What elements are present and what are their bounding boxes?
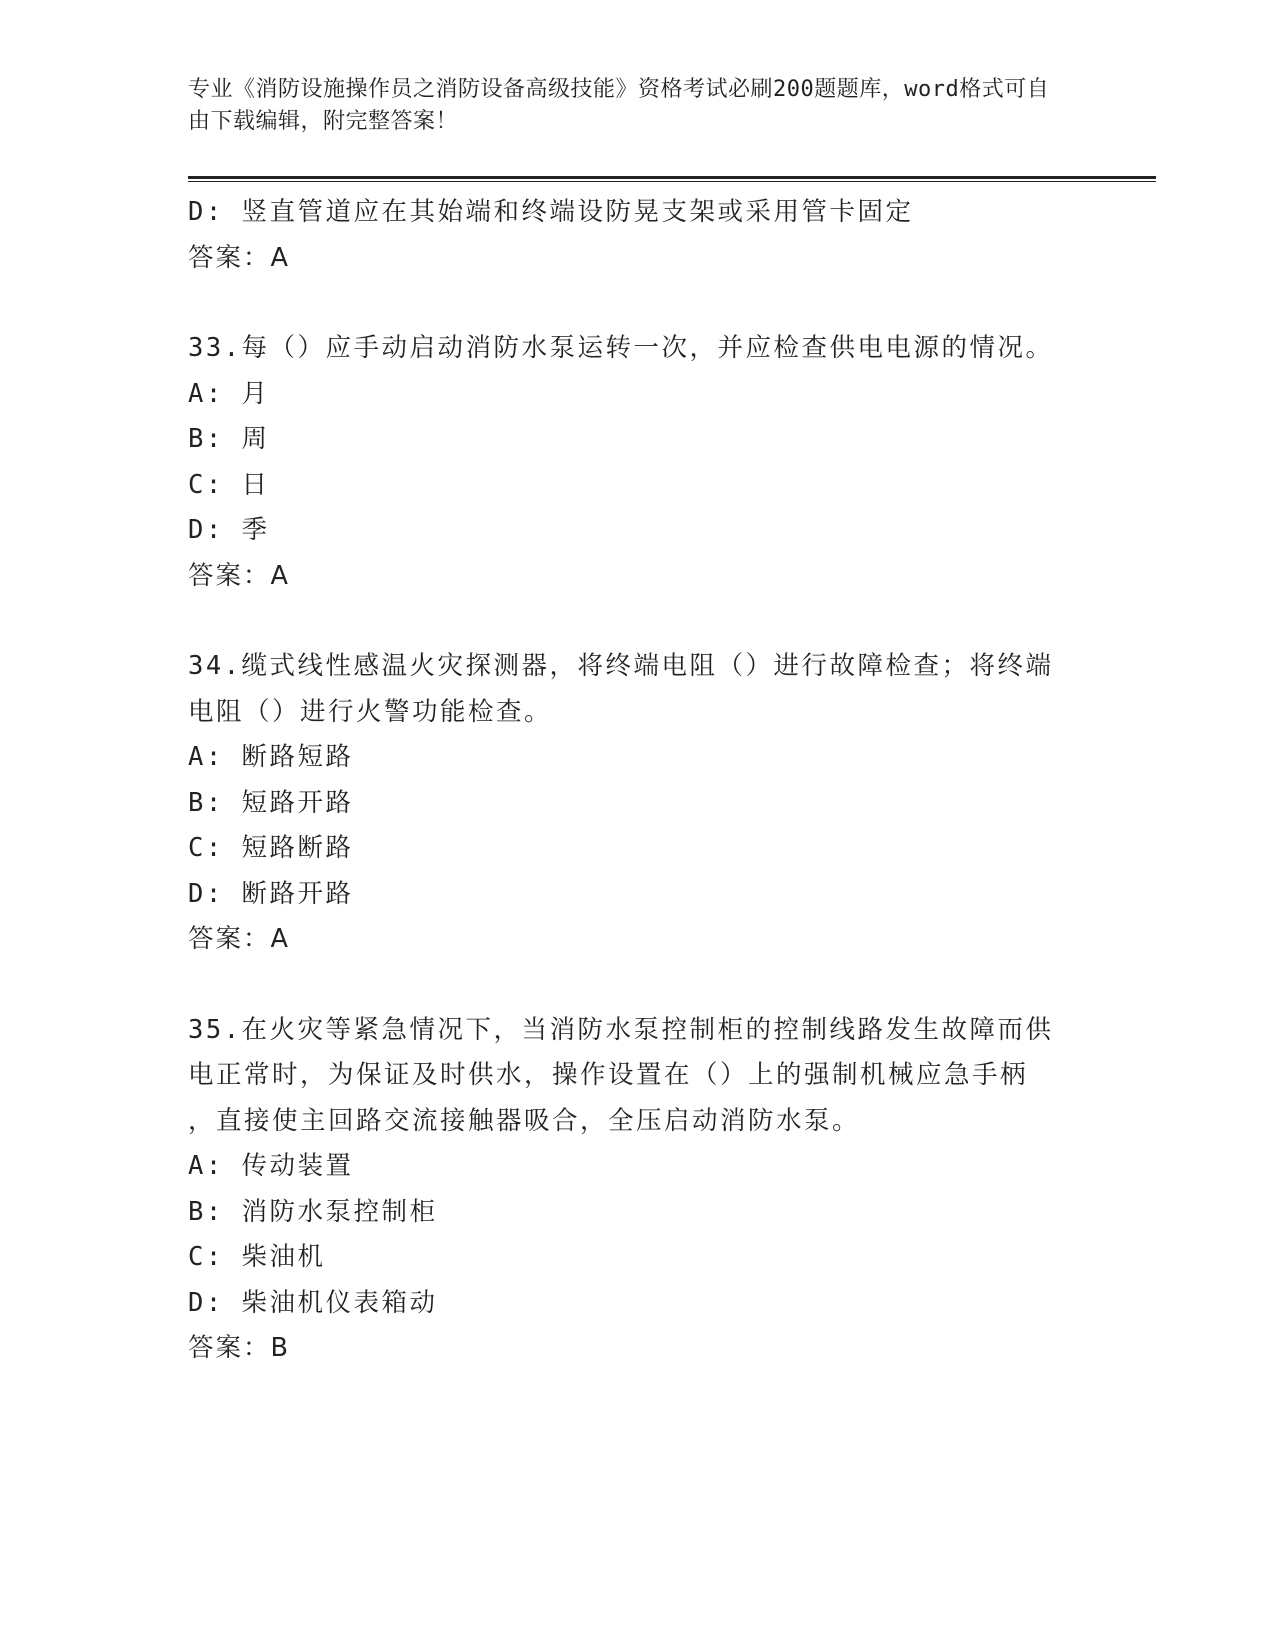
option-d: D: 柴油机仪表箱动 (188, 1287, 438, 1318)
question-stem: 33.每（）应手动启动消防水泵运转一次，并应检查供电电源的情况。 (188, 333, 1054, 363)
option-c: C: 柴油机 (188, 1242, 326, 1272)
option-c: C: 日 (188, 469, 270, 500)
answer: 答案：A (188, 560, 290, 591)
header-title: 专业《消防设施操作员之消防设备高级技能》资格考试必刷200题题库，word格式可自由下载编辑，附完整答案！ (188, 77, 1050, 134)
question-stem-line-2: 电正常时，为保证及时供水，操作设置在（）上的强制机械应急手柄 (188, 1060, 1029, 1090)
option-c: C: 短路断路 (188, 833, 354, 863)
option-a: A: 传动装置 (188, 1151, 354, 1181)
answer: 答案：A (188, 924, 290, 954)
question-stem-line-1: 35.在火灾等紧急情况下，当消防水泵控制柜的控制线路发生故障而供 (188, 1014, 1054, 1045)
header-divider (188, 176, 1156, 182)
option-d: D: 断路开路 (188, 878, 354, 909)
question-stem-line-2: 电阻（）进行火警功能检查。 (188, 696, 553, 727)
question-stem-line-1: 34.缆式线性感温火灾探测器，将终端电阻（）进行故障检查；将终端 (188, 651, 1054, 681)
question-34 (188, 644, 1088, 963)
prev-option-d: D: 竖直管道应在其始端和终端设防晃支架或采用管卡固定 (188, 197, 914, 227)
option-d: D: 季 (188, 515, 270, 545)
document-header (188, 74, 1068, 138)
option-b: B: 消防水泵控制柜 (188, 1196, 438, 1227)
option-b: B: 周 (188, 424, 270, 454)
option-a: A: 月 (188, 378, 270, 409)
option-a: A: 断路短路 (188, 742, 354, 772)
question-stem-line-3: ，直接使主回路交流接触器吸合，全压启动消防水泵。 (188, 1105, 861, 1136)
question-list (188, 190, 1088, 1372)
question-35 (188, 1008, 1088, 1372)
answer: 答案：B (188, 1333, 290, 1363)
prev-answer: 答案：A (188, 242, 290, 273)
option-b: B: 短路开路 (188, 787, 354, 818)
question-33 (188, 326, 1088, 599)
